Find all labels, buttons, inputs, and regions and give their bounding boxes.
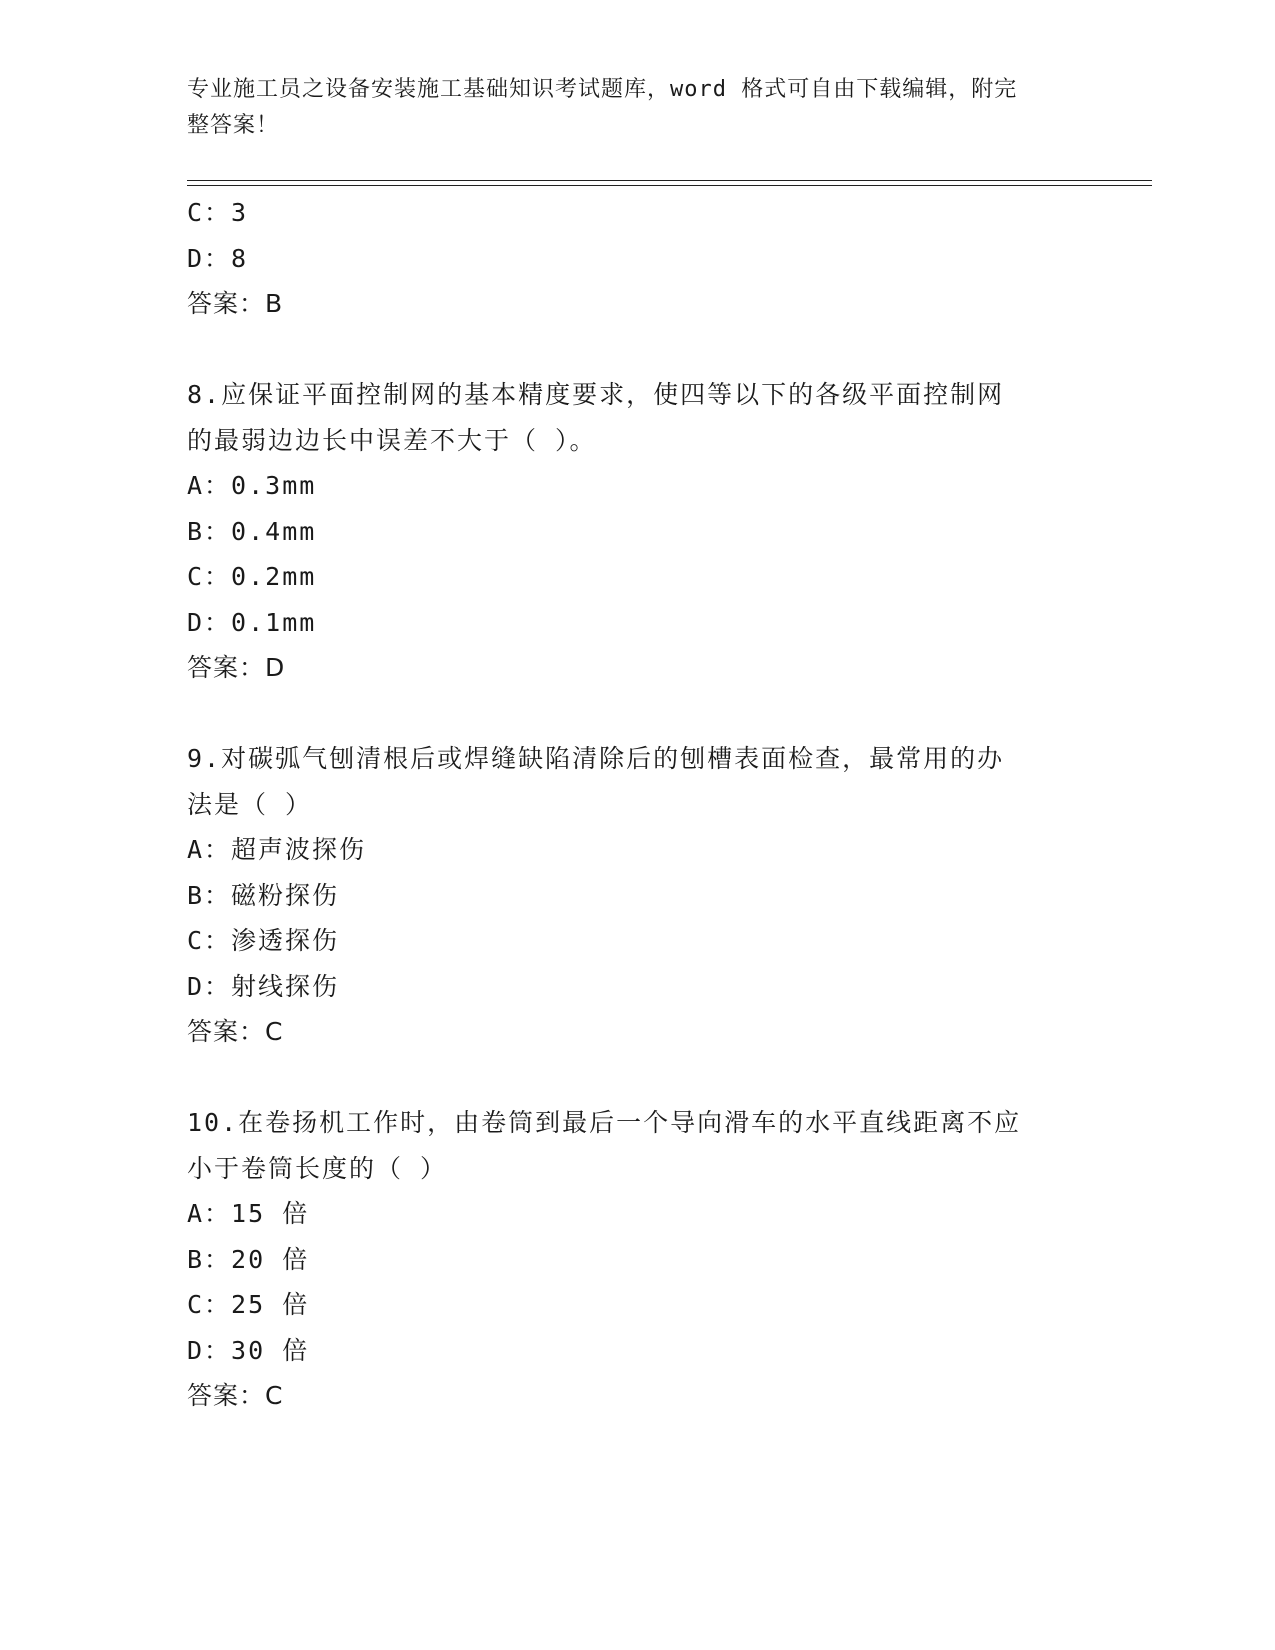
option-b: B：20 倍 <box>187 1244 310 1274</box>
page-header <box>187 72 1067 144</box>
question-list <box>187 190 1087 1419</box>
spacer <box>187 691 1087 737</box>
header-divider-top <box>187 180 1152 181</box>
answer: 答案：C <box>187 1017 284 1046</box>
option-d: D：0.1mm <box>187 607 317 637</box>
header-line-1: 专业施工员之设备安装施工基础知识考试题库，word 格式可自由下载编辑，附完 <box>187 77 1018 102</box>
spacer <box>187 1055 1087 1101</box>
option-a: A：0.3mm <box>187 471 317 500</box>
header-line-2: 整答案！ <box>187 113 280 138</box>
question-stem: 10.在卷扬机工作时，由卷筒到最后一个导向滑车的水平直线距离不应 <box>187 1108 1022 1137</box>
header-divider-bottom <box>187 185 1152 186</box>
option-d: D：8 <box>187 243 249 273</box>
option-a: A：超声波探伤 <box>187 835 367 864</box>
question-8 <box>187 372 1087 691</box>
question-7 <box>187 190 1087 327</box>
option-b: B：磁粉探伤 <box>187 880 340 910</box>
option-d: D：射线探伤 <box>187 971 340 1001</box>
option-d: D：30 倍 <box>187 1335 310 1365</box>
option-c: C：25 倍 <box>187 1290 310 1319</box>
option-c: C：3 <box>187 198 249 227</box>
question-stem: 法是（ ） <box>187 789 313 819</box>
question-stem: 小于卷筒长度的（ ） <box>187 1153 448 1183</box>
answer: 答案：D <box>187 653 286 682</box>
option-a: A：15 倍 <box>187 1199 310 1228</box>
option-c: C：0.2mm <box>187 562 317 591</box>
question-stem: 9.对碳弧气刨清根后或焊缝缺陷清除后的刨槽表面检查，最常用的办 <box>187 744 1005 773</box>
question-10 <box>187 1100 1087 1419</box>
answer: 答案：B <box>187 289 284 318</box>
spacer <box>187 327 1087 373</box>
answer: 答案：C <box>187 1381 284 1410</box>
question-9 <box>187 736 1087 1055</box>
question-stem: 的最弱边边长中误差不大于（ ）。 <box>187 425 597 455</box>
question-stem: 8.应保证平面控制网的基本精度要求，使四等以下的各级平面控制网 <box>187 380 1005 409</box>
option-c: C：渗透探伤 <box>187 926 340 955</box>
option-b: B：0.4mm <box>187 516 317 546</box>
